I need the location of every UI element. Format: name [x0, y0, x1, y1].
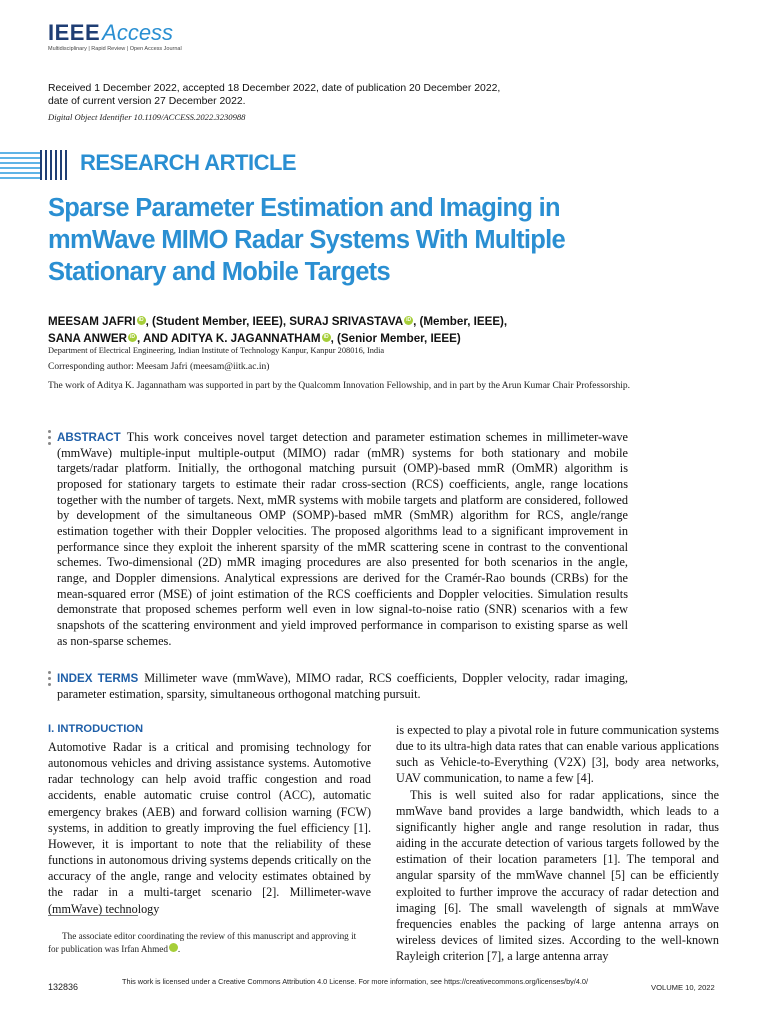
corresponding-author: Corresponding author: Meesam Jafri (meesam@iitk.ac.in) [48, 362, 270, 372]
abstract-heading: ABSTRACT [57, 431, 121, 444]
section-heading: I. INTRODUCTION [48, 723, 144, 735]
author-name: SURAJ SRIVASTAVA [289, 315, 404, 328]
volume-label: VOLUME 10, 2022 [651, 983, 715, 992]
orcid-icon[interactable]: iD [323, 334, 329, 340]
abstract [57, 430, 628, 649]
index-terms-text: Millimeter wave (mmWave), MIMO radar, RCS coefficients, Doppler velocity, radar imaging, parameter estimation, sparsity, simultaneous orthogonal matching pursuit. [57, 671, 629, 701]
orcid-icon[interactable]: iD [406, 317, 412, 323]
author-role: , (Senior Member, IEEE) [330, 332, 461, 345]
abstract-text: This work conceives novel target detection and parameter estimation schemes in millimeter-wave (mmWave) multiple-input multiple-output (MIMO) radar (mMR) systems for both stationary and mobile targets/radar platform. Initially, the orthogonal matching pursuit (OMP)-based mmR (OmMR) algorithm is proposed for stationary targets to estimate their radar cross-section (RCS) coefficients, angle, range locations together with the number of targets. Next, mMR systems with mobile targets and platform are considered, followed by development of the simultaneous OMP (SOMP)-based mMR (SmMR) algorithm for RCS, angle/range estimation together with their Doppler velocities. The proposed algorithms lead to a significant improvement in performance since they exploit the inherent sparsity of the mMR scattering scene in contrast to the conventional schemes. Two-dimensional (2D) mMR imaging procedures are also presented for both scenarios in the angle, range, and Doppler dimensions. Analytical expressions are derived for the Cramér-Rao bounds (CRBs) for the mean-squared error (MSE) of joint estimation of the RCS coefficients and Doppler velocities. Simulation results demonstrate that proposed schemes perform well even in low signal-to-noise ratio (SNR) scenarios with a few snapshots of the scattering environment and yield improved performance in comparison to existing sparse as well as non-sparse schemes. [57, 430, 628, 648]
author-role: , (Student Member, IEEE), [145, 315, 290, 328]
doi: Digital Object Identifier 10.1109/ACCESS.2022.3230988 [48, 112, 246, 122]
column-right [396, 722, 719, 964]
orcid-icon[interactable]: iD [130, 334, 136, 340]
author-name: MEESAM JAFRI [48, 315, 136, 328]
page-number: 132836 [48, 982, 79, 992]
footnote-text: The associate editor coordinating the review of this manuscript and approving it for publication was Irfan Ahmed [48, 931, 357, 954]
orcid-icon[interactable]: iD [169, 943, 178, 952]
paper-title: Sparse Parameter Estimation and Imaging in mmWave MIMO Radar Systems With Multiple Stationary and Mobile Targets [48, 194, 566, 286]
index-terms-heading: INDEX TERMS [57, 672, 139, 685]
author-name: SANA ANWER [48, 332, 128, 345]
index-dots-icon [48, 671, 51, 689]
column-left [48, 739, 371, 917]
author-list [48, 313, 708, 347]
funding-note: The work of Aditya K. Jagannatham was supported in part by the Qualcomm Innovation Fellowship, and in part by the Arun Kumar Chair Professorship. [48, 381, 631, 391]
orcid-icon[interactable]: iD [138, 317, 144, 323]
footnote: The associate editor coordinating the review of this manuscript and approving it for publication was Irfan Ahmed iD. [48, 931, 357, 954]
journal-logo [48, 20, 182, 52]
logo-access: Access [102, 20, 174, 45]
article-type: RESEARCH ARTICLE [80, 150, 297, 175]
license-note: This work is licensed under a Creative Commons Attribution 4.0 License. For more information, see https://creativecommons.org/licenses/by/4.0/ [122, 977, 588, 986]
paragraph: This is well suited also for radar applications, since the mmWave band provides a large bandwidth, which leads to a significantly higher angle and range resolution in radar, thus aiding in the accurate detection of various targets followed by the estimation of their location parameters [1]. The temporal and angular sparsity of the mmWave channel [5] can be efficiently exploited to further improve the accuracy of radar detection and imaging [6]. The small wavelength of signals at mmWave frequencies enables the packing of large antenna arrays on wireless devices of limited sizes. According to the well-known Rayleigh criterion [7], a large antenna array [396, 787, 719, 964]
footnote-rule [48, 915, 138, 916]
paragraph: is expected to play a pivotal role in future communication systems due to its ultra-high data rates that can enable various applications such as Vehicle-to-Everything (V2X) [3], body area networks, UAV communication, to name a few [4]. [396, 723, 719, 786]
affiliation: Department of Electrical Engineering, Indian Institute of Technology Kanpur, Kanpur 208016, India [48, 346, 385, 355]
journal-tagline: Multidisciplinary | Rapid Review | Open Access Journal [48, 46, 182, 52]
index-terms [57, 671, 628, 702]
publication-dates: Received 1 December 2022, accepted 18 December 2022, date of publication 20 December 2022, date of current version 27 December 2022. [48, 83, 501, 107]
author-name: ADITYA K. JAGANNATHAM [170, 332, 321, 345]
logo-ieee: IEEE [48, 20, 101, 45]
abstract-dots-icon [48, 430, 51, 448]
paragraph: Automotive Radar is a critical and promising technology for autonomous vehicles and driving assistance systems. Automotive radar technology can help avoid traffic congestion and road accidents, enable automatic cruise control (ACC), automatic emergency brakes (AEB) and forward collision warning (FCW) systems, in addition to greatly improving the fuel efficiency [1]. However, it is important to note that the reliability of these functions in autonomous driving systems depends critically on the accuracy of the angle, range and velocity estimates obtained by the radar in a multi-target scenario [2]. Millimeter-wave (mmWave) technology [48, 740, 371, 916]
author-role: , (Member, IEEE), [413, 315, 508, 328]
author-role: , AND [137, 332, 171, 345]
